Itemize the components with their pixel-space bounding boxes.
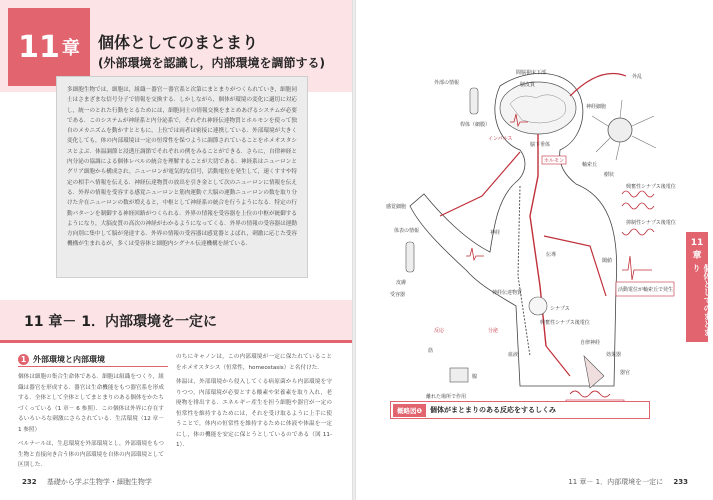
ipsp-wave (622, 229, 654, 235)
figure-tag: 概略図❶ (393, 404, 426, 417)
label-autonomic: 自律神経 (580, 340, 601, 346)
book-title: 基礎から学ぶ生物学・細胞生物学 (46, 478, 152, 486)
label-far-place: 離れた場所で作用 (426, 394, 467, 400)
footer-left (22, 477, 152, 487)
label-blood: 血液 (508, 352, 519, 358)
action-potential-wave (622, 256, 652, 280)
label-threshold: 閾値 (602, 258, 613, 264)
section-underline (0, 340, 352, 343)
footer-right (568, 477, 688, 487)
intro-box (56, 76, 308, 278)
subsection-heading (18, 352, 168, 367)
chapter-subtitle: (外部環境を認識し，内部環境を調節する) (98, 56, 325, 70)
label-skin: 皮膚 (396, 280, 407, 286)
label-hypophysis: 脳下垂体 (530, 142, 551, 148)
body-paragraph: 個体は細胞の集合生命体である．細胞は組織をつくり，組織は器官を形成する．器官は生命機能をもつ器官系を形成する．全体として全体としてまとまりのある個体をかたちづくっている（1 章－ 6 参照）．この個体は外界に存在するいろいろな刺激にさらされている．生活環境（12 章－ 1 参照） (18, 374, 164, 433)
label-hormone: ホルモン (544, 158, 565, 164)
label-nerve: 神経 (490, 230, 501, 236)
thumb-tab-number: 11 章 (690, 238, 704, 261)
label-neuron-cell: 神経細胞 (586, 104, 607, 110)
label-gland: 腺 (472, 374, 478, 380)
label-inhibitory: 抑制性シナプス後電位 (626, 220, 676, 226)
label-axon: 軸索丘 (582, 162, 598, 168)
label-synapse: シナプス (550, 306, 570, 312)
section-title: 11 章－ 1．内部環境を一定に (24, 314, 217, 330)
body-paragraph: のちにキャノンは，この内部環境が一定に保たれていることをホメオスタシス（恒常性，homeostasis）と名付けた． (176, 354, 332, 371)
right-page (356, 0, 712, 500)
left-page (0, 0, 352, 500)
page-number: 232 (22, 478, 37, 486)
chapter-badge (8, 8, 90, 86)
label-excitatory: 興奮性シナプス後電位 (626, 184, 676, 190)
label-receptor: 受容器 (390, 292, 406, 298)
chapter-thumb-tab (686, 232, 712, 342)
subsection-number: 1 (18, 354, 29, 365)
body-paragraph: 体温は，外部環境から侵入してくる病原菌から内部環境を守りつつ，内部環境が必要とする酸素や栄養素を取り入れ，老廃物を排出する．エネルギー産生を担う細胞や器官が一定の恒常性を維持するためには，それを受け取るように上手に使うことで，体内の恒常性を維持するために体液や体温を一定にし，体の機能を安定に保とうとしているのである（図 11-1）． (176, 379, 332, 448)
figure-caption-text: 個体がまとまりのある反応をするしくみ (430, 406, 557, 414)
label-response: 反応 (434, 328, 445, 334)
running-section: 11 章－ 1．内部環境を一定に (568, 478, 664, 486)
label-secretion: 分泌 (488, 328, 499, 334)
intro-text: 多細胞生物では，細胞は，組織－器官－器官系と次第にまとまりがつくられていき，細胞同士はさまざまな信号分子で情報を交換する．しかしながら，個体が環境の変化に適切に対応し，統一のとれた行動をとるためには，細胞同士の情報交換をまとめあげるシステムが必要である．このシステムが神経系と内分泌系で，それぞれ神経伝達物質とホルモンを使って独自のメカニズムを動かすとともに，上位では両者は密接に連携している．外部環境が大きく変化しても，体の内部環境は一定の恒常性を保つように調節されていることをホメオスタシスとよぶ．体温調節と浸透圧調節でそれぞれの例をみることができる．さらに，自律神経と内分泌の協調による個体レベルの統合を理解することが大切である．神経系はニューロンとグリア細胞から構成され，ニューロンが電気的な信号，活動電位を発生して，速くすすや特定の相手へ情報を伝える．神経伝達物質の放出を引き金として次のニューロンに情報を伝える．外界の情報を受容する感覚ニューロンと筋肉運動ぐ大脳の運動ニューロンの数を取り分けた介在ニューロンの数が増えると，中枢として神経系の統合を行うようになる．特定の行動パターンを制御する神経回路がつくられる．外界の情報を受容器を上位の中枢が統御するようになり，大脳皮質の高次の神経がわかるようになってくる．外界の情報の受容器は運動方向別に集中して脳が発達する．外界の情報の受容器は感覚器とよばれ，刺激に応じた受容機構が生まれるが，多くは受容体と細胞内シグナル伝達機構を経ている． (67, 87, 297, 248)
label-organ: 器官 (620, 370, 631, 376)
body-paragraph: ベルナールは，生息環境を外部環境とし，外部環境をもつ生物と直接向き合う体の内部環境を自体の内部環境として区別した． (18, 441, 164, 468)
chapter-kanji: 章 (61, 38, 80, 59)
label-external: 外乱 (632, 74, 643, 80)
chapter-number: 11 (18, 29, 60, 65)
body-column-left (18, 372, 164, 475)
chapter-title: 個体としてのまとまり (98, 33, 259, 52)
label-rod: 桿体（網膜） (460, 122, 491, 128)
label-sensory-cell: 感覚細胞 (386, 204, 407, 210)
neuron-cell-body (608, 118, 632, 142)
page-number: 233 (673, 478, 688, 486)
label-dendrite: 樹状 (604, 172, 615, 178)
label-impulse: インパルス (488, 136, 513, 142)
rod-cell (470, 88, 478, 114)
label-effector: 効果器 (606, 352, 622, 358)
label-body-surface: 体表の情報 (394, 228, 420, 234)
epsp-wave (622, 203, 654, 209)
label-hypothalamus: 間脳視床下部 (516, 70, 547, 76)
subsection-title: 外部環境と内部環境 (33, 354, 105, 364)
label-transmission: 伝導 (546, 252, 557, 258)
homeostasis-figure (370, 56, 678, 418)
label-outside-info: 外部の情報 (434, 80, 460, 86)
epsp-wave (622, 191, 654, 197)
brain-shape (500, 82, 576, 134)
figure-caption (390, 401, 650, 419)
synapse-symbol (529, 297, 547, 315)
label-post-synaptic: 興奮性シナプス後電位 (540, 320, 590, 326)
label-action-potential: 活動電位が軸索丘で発生 (618, 287, 674, 293)
homeostasis-wave (570, 391, 610, 397)
label-cortex: 脳皮質 (520, 82, 536, 88)
body-column-right (176, 352, 332, 455)
skin-sensory-cell (406, 242, 414, 272)
label-muscle: 筋 (428, 348, 434, 354)
gland-organ (450, 368, 468, 382)
thumb-tab-text: 個体としてのまとまり (692, 264, 712, 336)
label-transmitter: 神経伝達物質 (492, 290, 523, 296)
